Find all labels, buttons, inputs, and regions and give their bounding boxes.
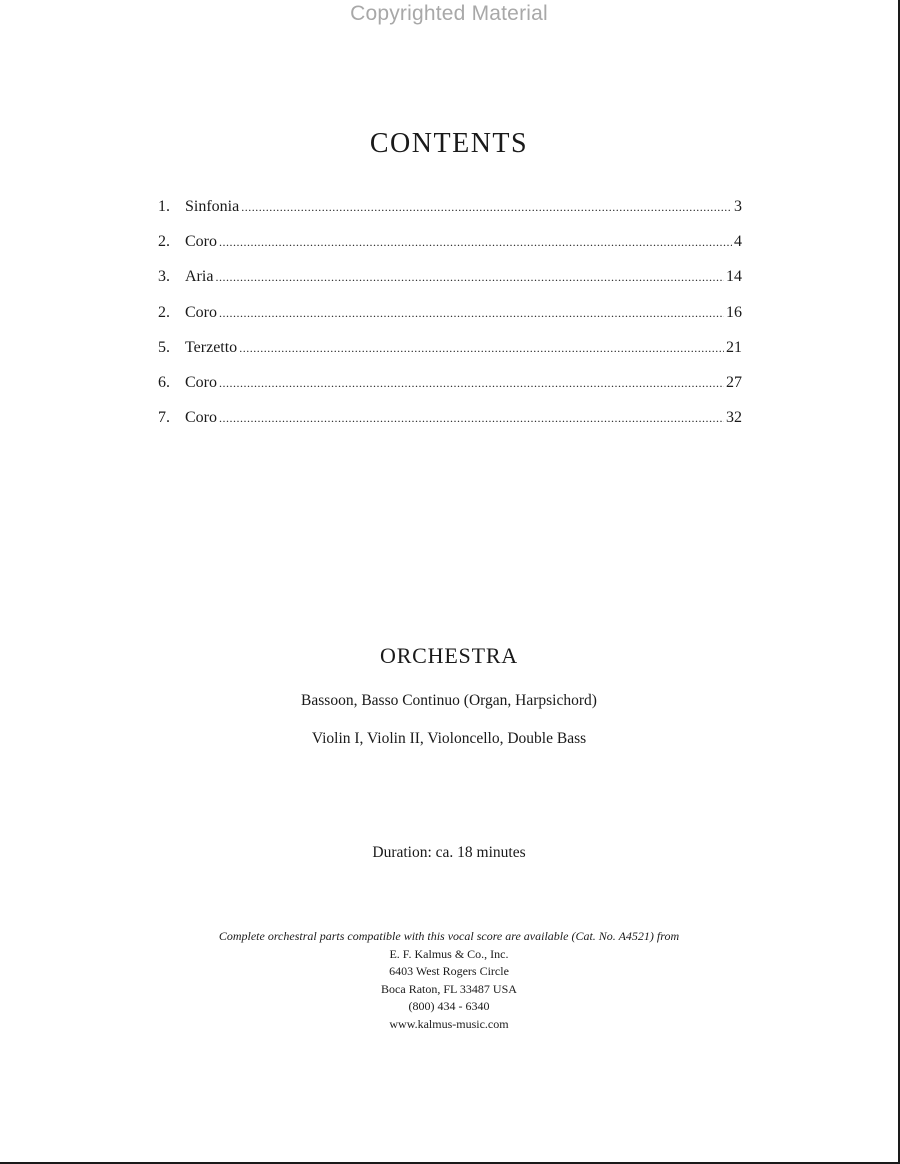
toc-entry[interactable] [158,304,742,339]
orchestra-heading: ORCHESTRA [380,643,518,668]
toc-entry-title: Coro [185,373,217,391]
toc-entry-number: 2. [158,233,170,251]
toc-entry-number: 6. [158,373,170,391]
publisher-block [0,928,898,1033]
toc-entry-page: 4 [734,233,742,251]
toc-entry-title: Coro [185,303,217,321]
toc-entry-page: 32 [726,409,742,427]
toc-dot-leader [239,341,724,356]
toc-entry-title: Coro [185,409,217,427]
orchestra-instruments-line-1: Bassoon, Basso Continuo (Organ, Harpsichord) [301,692,597,709]
toc-entry-title: Coro [185,233,217,251]
toc-dot-leader [219,411,724,426]
toc-entry[interactable] [158,374,742,409]
toc-entry[interactable] [158,233,742,268]
copyright-watermark: Copyrighted Material [350,2,548,25]
toc-entry-title: Terzetto [185,338,238,356]
publisher-website[interactable]: www.kalmus-music.com [389,1016,509,1031]
toc-dot-leader [219,235,732,250]
publisher-street: 6403 West Rogers Circle [389,964,509,978]
toc-entry-page: 14 [726,268,742,286]
publisher-phone: (800) 434 - 6340 [408,999,490,1013]
contents-heading: CONTENTS [369,128,529,159]
toc-entry-title: Sinfonia [185,198,240,215]
table-of-contents [158,198,742,444]
publisher-name: E. F. Kalmus & Co., Inc. [389,946,509,961]
toc-entry[interactable] [158,339,742,374]
toc-entry-number: 2. [158,303,170,321]
toc-entry-number: 7. [158,409,170,427]
publisher-city: Boca Raton, FL 33487 USA [381,981,517,996]
toc-entry-page: 3 [734,198,742,215]
duration-text: Duration: ca. 18 minutes [372,844,526,861]
toc-entry[interactable] [158,409,742,444]
parts-availability-note: Complete orchestral parts compatible with this vocal score are available (Cat. No. A4521) from [218,929,680,943]
toc-entry-title: Aria [185,268,214,286]
toc-dot-leader [219,376,724,391]
toc-entry[interactable] [158,198,742,233]
toc-entry-page: 27 [726,373,742,391]
toc-dot-leader [241,200,732,215]
toc-entry-number: 1. [158,198,170,215]
toc-entry-page: 16 [726,303,742,321]
toc-entry[interactable] [158,268,742,303]
toc-dot-leader [215,270,724,285]
toc-entry-number: 3. [158,268,170,286]
orchestra-instruments-line-2: Violin I, Violin II, Violoncello, Double Bass [311,730,587,747]
toc-dot-leader [219,306,724,321]
toc-entry-number: 5. [158,338,170,356]
toc-entry-page: 21 [726,338,742,356]
